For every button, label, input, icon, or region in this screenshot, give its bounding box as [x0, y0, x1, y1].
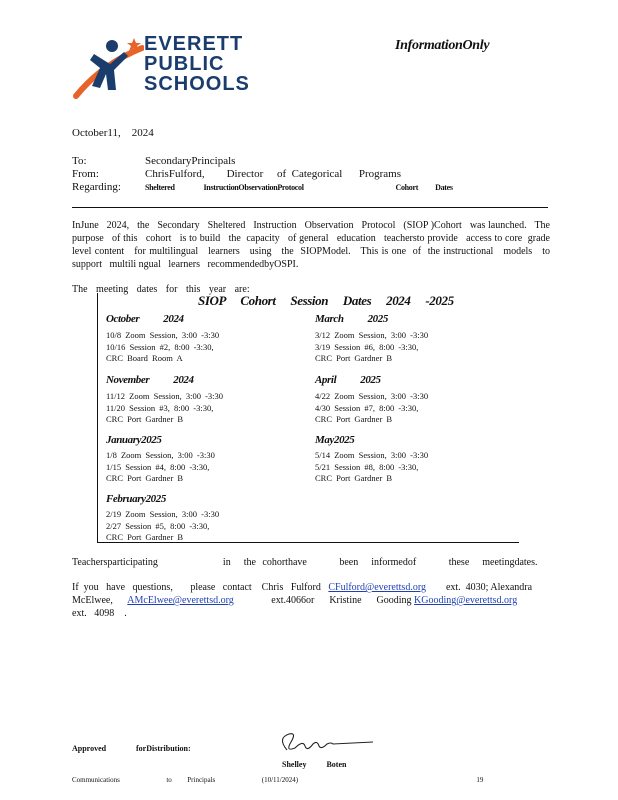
logo-text: [144, 34, 250, 94]
month-name: January2025: [106, 434, 162, 446]
schedule-box: [97, 293, 519, 543]
contact-text: ext.4066or Kristine Gooding: [233, 595, 415, 606]
schedule-line: 4/30 Session #7, 8:00 -3:30,: [315, 403, 419, 413]
email-link-alexandra[interactable]: AMcElwee@everettsd.org: [127, 595, 234, 606]
month-january: [106, 434, 210, 446]
from-value: ChrisFulford, Director of Categorical Programs: [145, 168, 402, 180]
schedule-line: 5/21 Session #8, 8:00 -3:30,: [315, 462, 419, 472]
schedule-line: 3/12 Zoom Session, 3:00 -3:30: [315, 330, 429, 340]
logo-line-2: PUBLIC: [144, 53, 225, 75]
logo-line-1: EVERETT: [144, 33, 244, 55]
schedule-line: 11/20 Session #3, 8:00 -3:30,: [106, 403, 214, 413]
month-april: [315, 374, 405, 386]
signer-name: Shelley Boten: [282, 760, 347, 769]
contact-text: ext. 4098 .: [72, 595, 548, 619]
contact-paragraph: [72, 581, 548, 620]
contact-text: If you have questions, please contact Chris Fulford: [72, 582, 329, 593]
month-name: April: [315, 374, 337, 386]
month-year: 2024: [163, 313, 184, 325]
month-year: 2024: [173, 374, 194, 386]
schedule-line: 1/15 Session #4, 8:00 -3:30,: [106, 462, 210, 472]
schedule-line: CRC Port Gardner B: [315, 473, 393, 483]
logo-figure-icon: [72, 34, 144, 112]
email-link-chris[interactable]: CFulford@everettsd.org: [328, 582, 426, 593]
intro-paragraph-text: InJune 2024, the Secondary Sheltered Instruction Observation Protocol (SIOP )Cohort was launched. The purpose of this cohort is to build the capacity of general education teachersto provide access to core grade level content for multilingual learners using the SIOPModel. This is one of the instructional models to support multili ngual learners recommendedbyOSPI.: [72, 220, 558, 270]
month-name: March: [315, 313, 344, 325]
schedule-line: 11/12 Zoom Session, 3:00 -3:30: [106, 391, 224, 401]
month-year: 2025: [367, 313, 388, 325]
to-value: SecondaryPrincipals: [145, 155, 236, 167]
month-name: February2025: [106, 493, 166, 505]
schedule-line: CRC Port Gardner B: [315, 414, 393, 424]
month-november: [106, 374, 218, 386]
month-february: [106, 493, 214, 505]
month-name: November: [106, 374, 150, 386]
schedule-line: CRC Port Gardner B: [315, 353, 393, 363]
meeting-intro: The meeting dates for this year are:: [72, 284, 250, 295]
schedule-line: 5/14 Zoom Session, 3:00 -3:30: [315, 450, 429, 460]
schedule-line: 2/19 Zoom Session, 3:00 -3:30: [106, 509, 220, 519]
month-october: [106, 313, 208, 325]
schedule-line: CRC Port Gardner B: [106, 473, 184, 483]
schedule-title: SIOP Cohort Session Dates 2024 -2025: [198, 293, 454, 308]
schedule-line: 1/8 Zoom Session, 3:00 -3:30: [106, 450, 215, 460]
informed-sentence: Teachersparticipating in the cohorthave been informedof these meetingdates.: [72, 557, 538, 568]
month-march: [315, 313, 412, 325]
email-link-kristine[interactable]: KGooding@everettsd.org: [414, 595, 518, 606]
month-name: October: [106, 313, 140, 325]
for-distribution-label: forDistribution:: [136, 744, 191, 753]
handwritten-signature: [273, 728, 383, 758]
to-label: To:: [72, 155, 87, 167]
month-name: May2025: [315, 434, 355, 446]
schedule-line: CRC Port Gardner B: [106, 532, 184, 542]
schedule-line: CRC Port Gardner B: [106, 414, 184, 424]
memo-date: October11, 2024: [72, 127, 154, 139]
contact-text: ext. 4030; Alexandra McElwee,: [72, 582, 548, 606]
month-may: [315, 434, 402, 446]
logo-line-3: SCHOOLS: [144, 73, 250, 95]
schedule-line: 10/8 Zoom Session, 3:00 -3:30: [106, 330, 220, 340]
regarding-label: Regarding:: [72, 181, 121, 193]
regarding-value: Sheltered InstructionObservationProtocol Cohort Dates: [145, 183, 453, 192]
schedule-line: 2/27 Session #5, 8:00 -3:30,: [106, 521, 210, 531]
header-divider: [72, 207, 548, 208]
schedule-line: CRC Board Room A: [106, 353, 183, 363]
from-label: From:: [72, 168, 99, 180]
information-only-label: InformationOnly: [395, 38, 490, 53]
month-year: 2025: [360, 374, 381, 386]
schedule-line: 3/19 Session #6, 8:00 -3:30,: [315, 342, 419, 352]
schedule-line: 10/16 Session #2, 8:00 -3:30,: [106, 342, 214, 352]
intro-paragraph: [72, 219, 558, 271]
page-footer: Communications to Principals (10/11/2024) 19: [72, 776, 484, 784]
approved-label: Approved: [72, 744, 107, 753]
schedule-line: 4/22 Zoom Session, 3:00 -3:30: [315, 391, 429, 401]
everett-public-schools-logo: [72, 34, 252, 112]
